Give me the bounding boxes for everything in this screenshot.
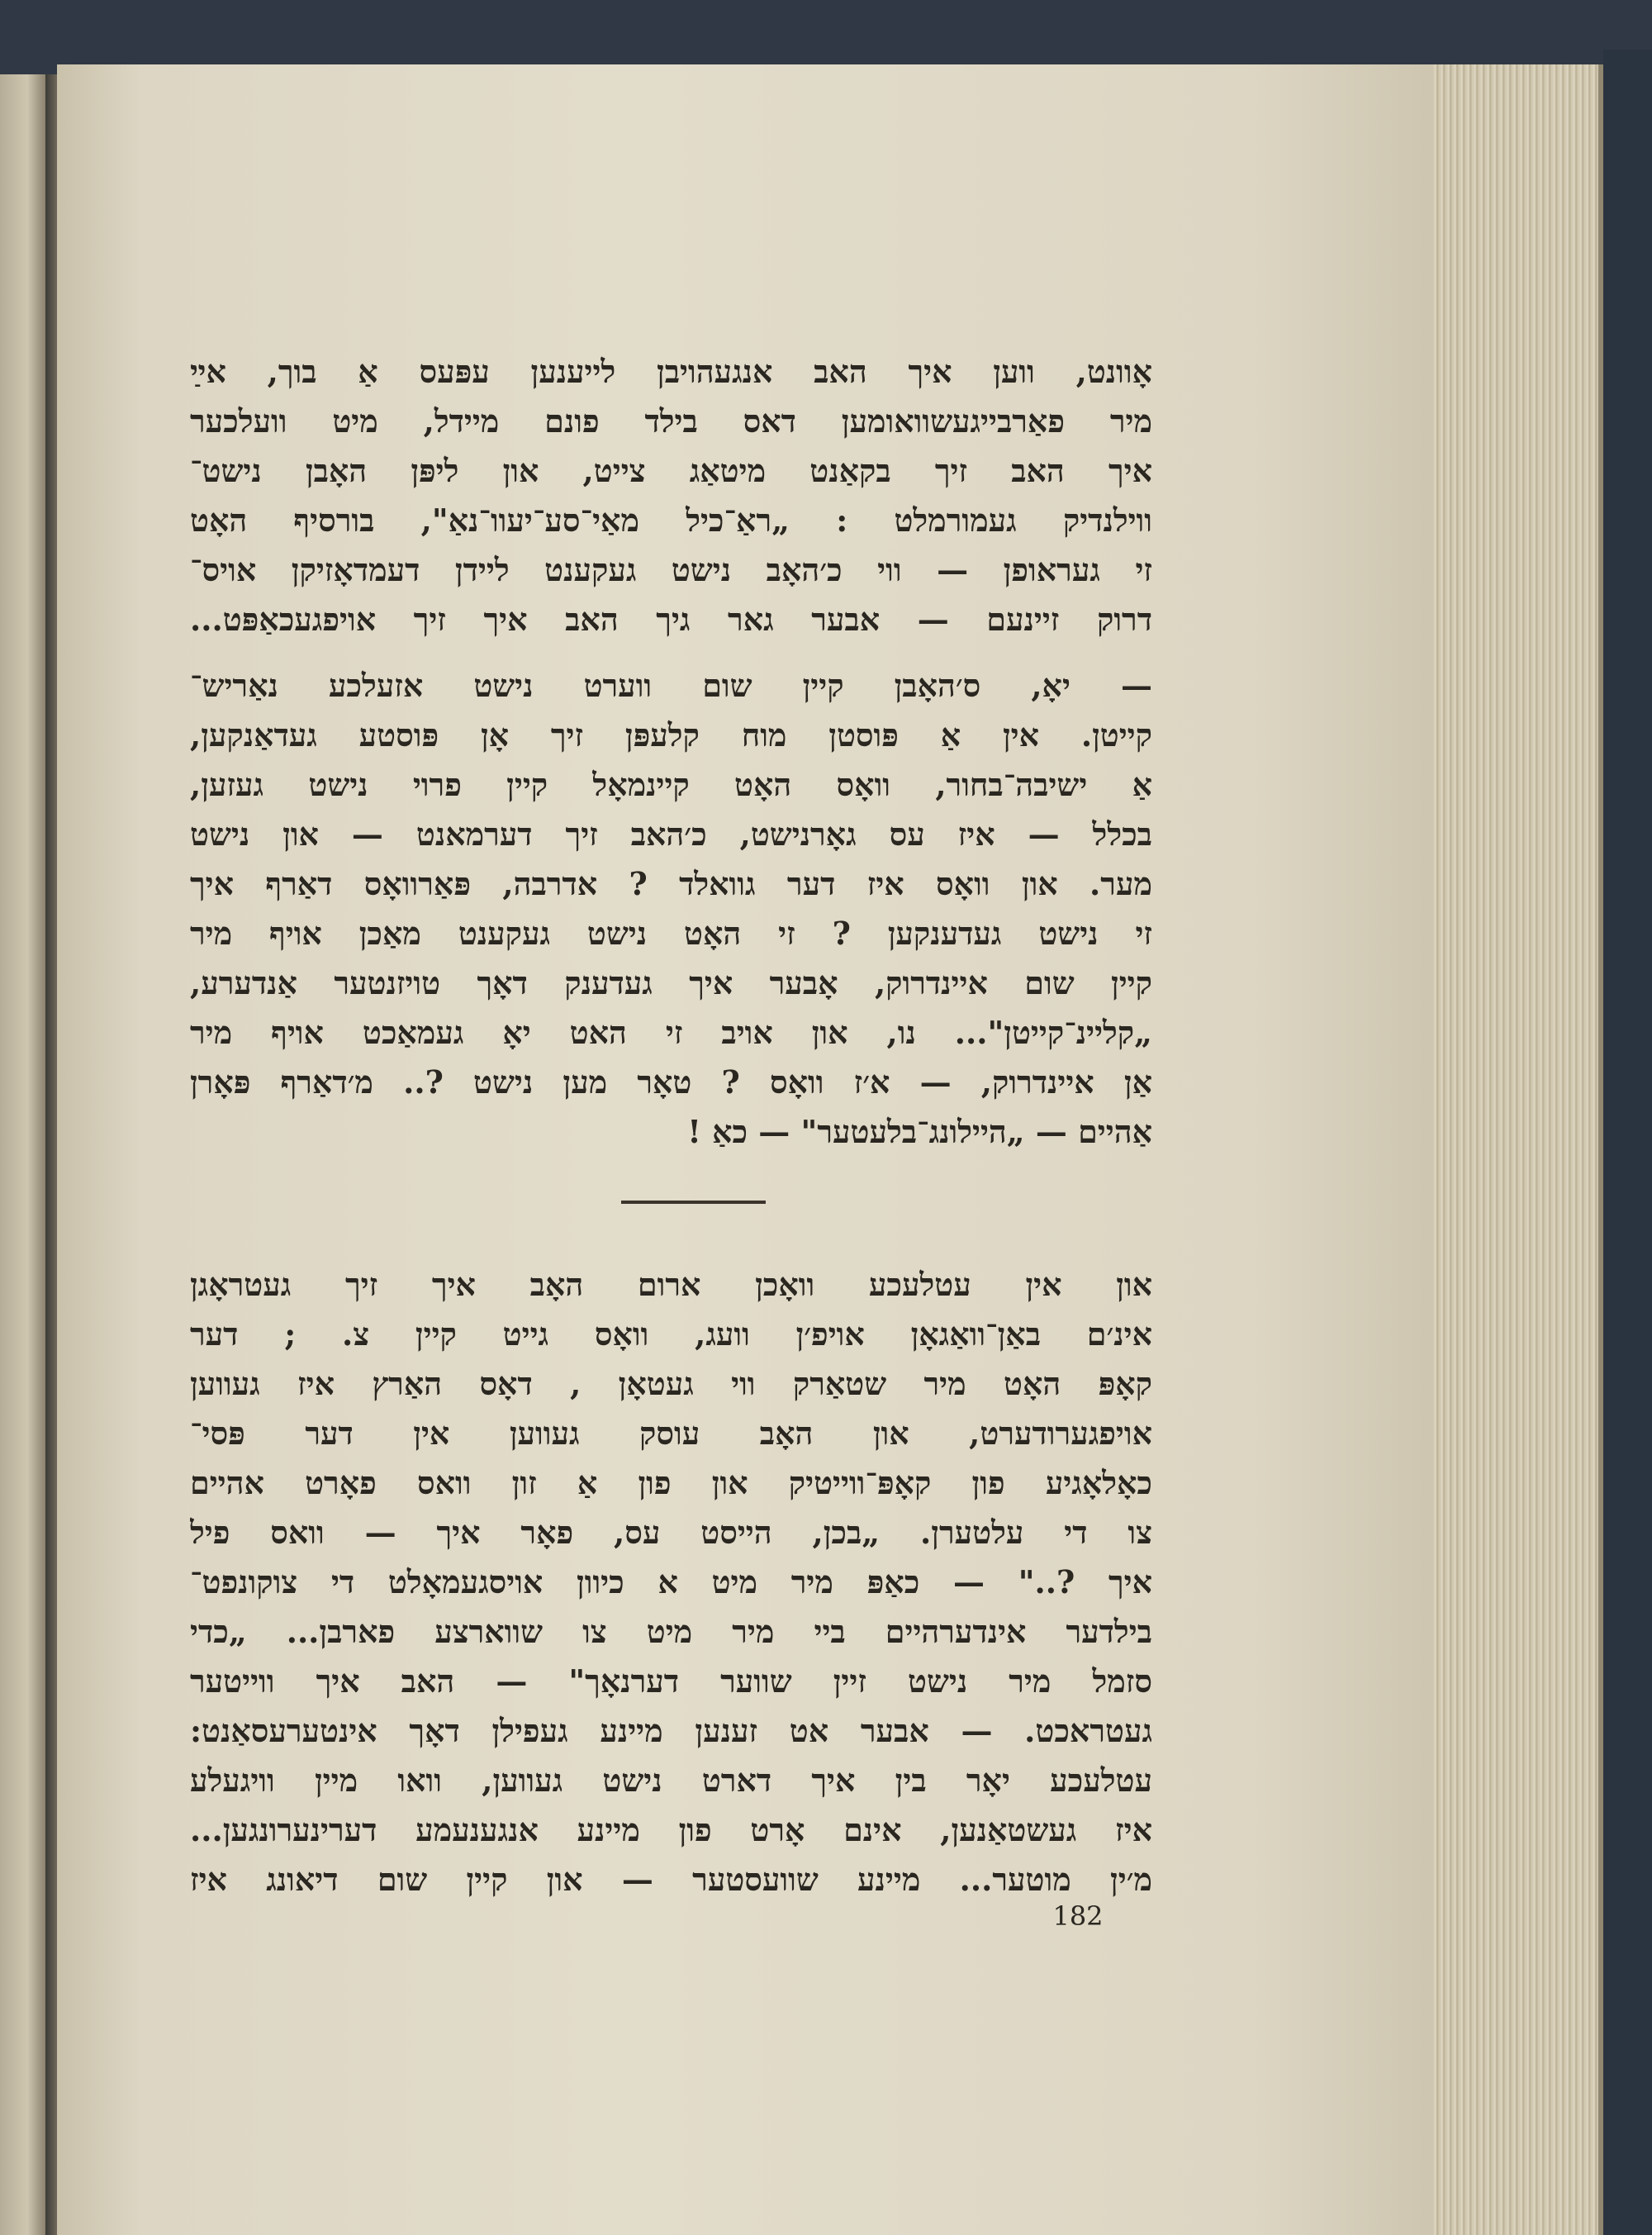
text-line: אינ׳ם באַן־וואַגאָן אויפ׳ן וועג, וואָס גייט קיין צ. ; דער bbox=[190, 1315, 1152, 1353]
paragraph-3 bbox=[190, 1260, 1152, 1905]
text-line: קאָפּ האָט מיר שטאַרק ווי געטאָן , דאָס האַרץ איז געווען bbox=[190, 1365, 1152, 1402]
paragraph-1 bbox=[190, 347, 1152, 644]
text-line: אַהיים — „היילונג־בלעטער" — כאַ ! bbox=[687, 1113, 1152, 1150]
left-page-edge bbox=[0, 74, 45, 2235]
text-line: בכלל — איז עס גאָרנישט, כ׳האב זיך דערמאנט — און נישט bbox=[190, 816, 1152, 853]
text-line: „קליינ־קייטן"... נו, און אויב זי האט יאָ געמאַכט אויף מיר bbox=[190, 1014, 1152, 1051]
page-number: 182 bbox=[1052, 1900, 1104, 1932]
text-line: און אין עטלעכע וואָכן ארום האָב איך זיך געטראָגן bbox=[190, 1266, 1152, 1303]
text-line: — יאָ, ס׳האָבן קיין שום ווערט נישט אזעלכע נאַריש־ bbox=[190, 667, 1152, 704]
paragraph-2 bbox=[190, 661, 1152, 1157]
text-line: סזמל מיר נישט זיין שווער דערנאָך" — האב איך ווייטער bbox=[190, 1662, 1152, 1700]
text-line: מ׳ין מוטער... מיינע שוועסטער — און קיין שום דיאונג איז bbox=[190, 1861, 1152, 1898]
text-line: קיין שום איינדרוק, אָבער איך געדענק דאָך טויזנטער אַנדערע, bbox=[190, 964, 1152, 1001]
text-line: איך ?.." — כאַפּ מיר מיט א כיוון אויסגעמאָלט די צוקונפט־ bbox=[190, 1563, 1152, 1600]
text-line: בילדער אינדערהיים ביי מיר מיט צו שווארצע פארבן... „כדי bbox=[190, 1613, 1152, 1650]
text-line: מיר פאַרבייגעשוואומען דאס בילד פונם מיידל, מיט וועלכער bbox=[190, 402, 1152, 440]
text-line: אָוונט, ווען איך האב אנגעהויבן לייענען עפּעס אַ בוך, אײַ bbox=[190, 353, 1152, 390]
text-line: צו די עלטערן. „בכן, הייסט עס, פאָר איך — וואס פיל bbox=[190, 1514, 1152, 1551]
text-line: עטלעכע יאָר בין איך דארט נישט געווען, וואו מיין וויגעלע bbox=[190, 1762, 1152, 1799]
text-line: אַן איינדרוק, — א׳ז וואָס ? טאָר מען נישט ?.. מ׳דאַרף פּאָרן bbox=[190, 1063, 1152, 1101]
section-separator bbox=[621, 1201, 766, 1204]
text-line: דרוק זיינעם — אבער גאר גיך האב איך זיך אויפגעכאַפּט... bbox=[190, 601, 1152, 638]
text-line: קייטן. אין אַ פּוסטן מוח קלעפּן זיך אָן פּוסטע געדאַנקען, bbox=[190, 716, 1152, 754]
text-line: זי געראופן — ווי כ׳האָב נישט געקענט ליידן דעמדאָזיקן אויס־ bbox=[190, 551, 1152, 588]
text-line: אַ ישיבה־בחור, וואָס האָט קיינמאָל קיין פרוי נישט געזען, bbox=[190, 766, 1152, 803]
book-gutter bbox=[45, 74, 57, 2235]
text-line: איך האב זיך בקאַנט מיטאַג צייט, און ליפּן האָבן נישט־ bbox=[190, 452, 1152, 489]
text-line: געטראכט. — אבער אט זענען מיינע געפילן דאָך אינטערעסאַנט: bbox=[190, 1712, 1152, 1749]
book-cover-edge bbox=[1603, 50, 1652, 2235]
text-line: כאָלאָגיע פון קאָפּ־ווייטיק און פון אַ זון וואס פאָרט אהיים bbox=[190, 1464, 1152, 1501]
text-line: איז געשטאַנען, אינם אָרט פון מיינע אנגענעמע דערינערונגען... bbox=[190, 1811, 1152, 1848]
text-line: ווילנדיק געמורמלט : „ראַ־כיל מאַי־סע־יעוו־נאַ", בורסיף האָט bbox=[190, 502, 1152, 539]
text-line: זי נישט געדענקען ? זי האָט נישט געקענט מאַכן אויף מיר bbox=[190, 915, 1152, 952]
page-stack-edges bbox=[1433, 64, 1603, 2235]
text-line: אויפגערודערט, און האָב עוסק געווען אין דער פּסי־ bbox=[190, 1415, 1152, 1452]
text-line: מער. און וואָס איז דער גוואלד ? אדרבה, פּאַרוואָס דאַרף איך bbox=[190, 865, 1152, 902]
